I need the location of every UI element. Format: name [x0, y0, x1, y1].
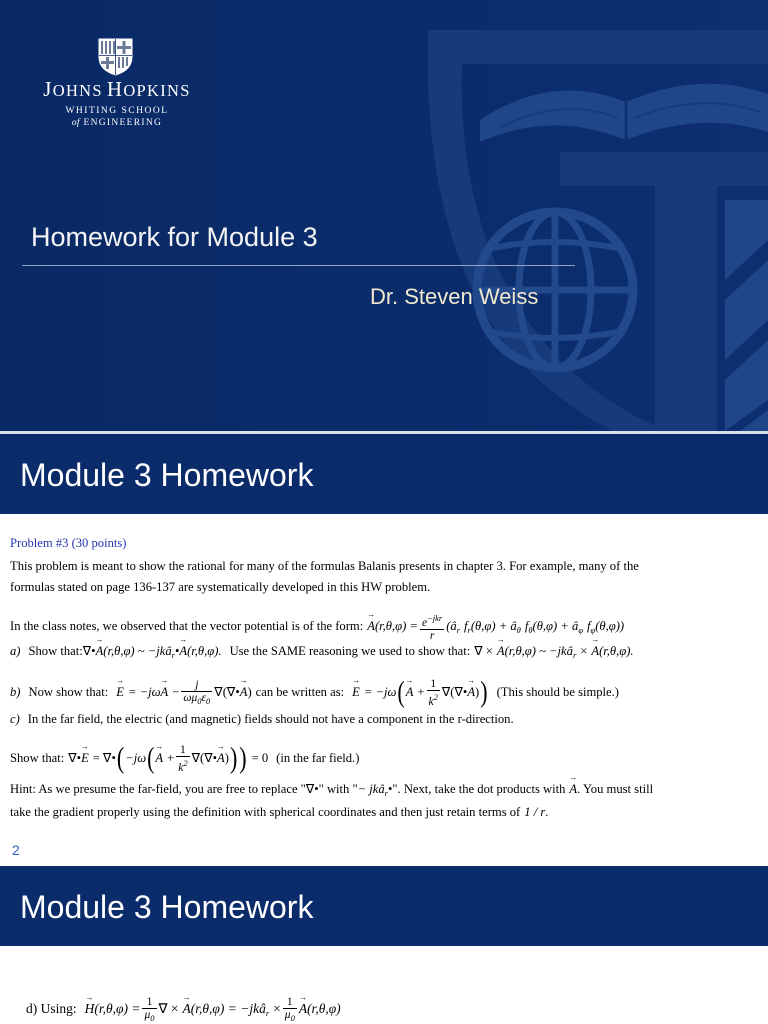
close-paren: ) [224, 750, 229, 765]
big-paren-open: ( [397, 674, 405, 709]
fraction-numerator: 1 [430, 678, 437, 690]
divergence-operator: ∇• [68, 750, 82, 765]
part-b-label: b) [10, 684, 21, 699]
subscript: r [467, 624, 471, 635]
superscript: 2 [433, 692, 438, 702]
text-run: Use the SAME reasoning we used to show that: [229, 644, 471, 658]
plus-operator: + [417, 684, 425, 699]
curl-operator: ∇ × [474, 644, 493, 658]
fraction-denominator [142, 1008, 156, 1024]
math-text: f [587, 618, 591, 633]
big-paren-open: ( [116, 740, 125, 775]
slide-title: Homework for Module 3 [31, 222, 318, 252]
math-text: (r,θ,φ) = [374, 618, 418, 633]
jhu-shield-logo [97, 36, 134, 76]
close-paren: ) [247, 684, 252, 699]
text-run: . [545, 805, 549, 819]
fraction [181, 679, 212, 707]
math-text: (θ,φ) + â [470, 618, 517, 633]
math-text: (r,θ,φ) ~ −jkâ [103, 644, 172, 658]
subscript: 0 [197, 696, 202, 706]
math-text: f [524, 618, 529, 633]
hint-line [10, 781, 653, 801]
math-text: (r,θ,φ) ~ −jkâ [504, 644, 573, 658]
watermark-book [480, 84, 768, 142]
fraction-denominator [181, 691, 212, 707]
text-run: Hint: As we presume the far-field, you are free to replace "∇•" with " [10, 782, 358, 796]
fraction-numerator: 1 [146, 996, 153, 1008]
slide-2-header-band [0, 434, 768, 514]
title-divider [22, 265, 575, 266]
show-that-line [10, 740, 360, 775]
text-run: Show that: [10, 750, 65, 765]
author-name: Dr. Steven Weiss [370, 284, 539, 309]
subscript: θ [516, 624, 521, 635]
intro-line-2: formulas stated on page 136-137 are systematically developed in this HW problem. [10, 580, 431, 594]
jhu-wordmark [28, 78, 206, 129]
school-name: WHITING SCHOOL [65, 106, 169, 116]
fraction-numerator: j [195, 679, 199, 691]
part-c-label: c) [10, 712, 20, 726]
fraction [420, 612, 444, 642]
hint-continuation-line [10, 804, 548, 820]
fraction [176, 744, 189, 774]
fraction-numerator: 1 [286, 996, 293, 1008]
vector-a-symbol: A → [406, 684, 414, 700]
divergence-operator: ∇• [82, 644, 96, 658]
vector-a-symbol: A → [367, 618, 375, 634]
part-c-line [10, 711, 514, 727]
vector-a-symbol: A → [591, 643, 599, 659]
math-text: (r,θ,φ). [599, 644, 634, 658]
potential-lead-text: In the class notes, we observed that the vector potential is of the form: [10, 618, 364, 633]
part-b-line [10, 674, 619, 709]
gradient-divergence: ∇(∇• [214, 684, 240, 699]
subscript: r [265, 1008, 270, 1019]
math-text: = 0 [251, 750, 269, 765]
subscript: 0 [150, 1013, 155, 1023]
math-text: = −jω [127, 684, 161, 699]
fraction-denominator [176, 756, 189, 774]
math-text: k [428, 696, 434, 708]
subscript: φ [578, 624, 584, 635]
subscript: r [456, 624, 461, 635]
subscript: r [384, 788, 388, 798]
math-text: e [421, 617, 428, 629]
math-text: (r,θ,φ) [307, 1001, 341, 1017]
curl-operator: ∇ × [158, 1001, 179, 1017]
vector-a-symbol: A → [217, 750, 225, 766]
text-run: take the gradient properly using the definition with spherical coordinates and then just retain terms of [10, 805, 521, 819]
part-d-line [26, 996, 341, 1024]
math-text: ε [201, 692, 207, 704]
school-subtitle [28, 117, 206, 129]
text-run: . You must still [577, 782, 654, 796]
text-run: Now show that: [28, 684, 109, 699]
fraction [283, 996, 297, 1024]
school-subtitle-engineering: ENGINEERING [83, 118, 163, 128]
fraction-denominator [283, 1008, 297, 1024]
subscript: r [572, 650, 577, 660]
part-a-line [10, 643, 634, 663]
slide-3-header-band [0, 866, 768, 946]
vector-h-symbol: H → [85, 1001, 95, 1017]
fraction-denominator: r [420, 629, 444, 642]
vector-a-symbol: A → [96, 643, 104, 659]
watermark-flag-pattern [725, 200, 768, 431]
math-text: (θ,φ) + â [532, 618, 579, 633]
intro-line-1: This problem is meant to show the rational for many of the formulas Balanis presents in chapter 3. For example, many of the [10, 559, 639, 573]
vector-a-symbol: A → [569, 781, 577, 797]
part-d-label: d) Using: [26, 1001, 77, 1017]
text-run: can be written as: [255, 684, 345, 699]
vector-a-symbol: A → [155, 750, 163, 766]
minus-operator: − [172, 684, 180, 699]
vector-e-symbol: E → [81, 750, 89, 766]
text-run: Show that: [28, 644, 83, 658]
superscript: 2 [183, 758, 188, 768]
university-name [28, 78, 206, 103]
university-name-last: HOPKINS [106, 77, 191, 101]
vector-a-symbol: A → [299, 1001, 307, 1017]
close-paren: ) [475, 684, 480, 699]
subscript: 0 [206, 696, 211, 706]
math-text: (r,θ,φ) = [94, 1001, 141, 1017]
math-text: (θ,φ)) [595, 618, 625, 633]
math-text: = ∇• [92, 750, 116, 765]
problem-heading: Problem #3 (30 points) [10, 536, 127, 550]
fraction-numerator [420, 612, 444, 629]
text-run: (in the far field.) [276, 750, 360, 765]
vector-a-symbol: A → [183, 1001, 191, 1017]
slide-2-header: Module 3 Homework [20, 457, 314, 493]
math-text: (â [446, 618, 457, 633]
vector-e-symbol: E → [116, 684, 124, 700]
cross-operator: × [580, 644, 588, 658]
math-text: f [464, 618, 468, 633]
superscript: −jkr [427, 613, 443, 623]
vector-a-symbol: A → [467, 684, 475, 700]
math-text: μ [144, 1009, 151, 1021]
vector-a-symbol: A → [240, 684, 248, 700]
vector-a-symbol: A → [497, 643, 505, 659]
big-paren-close: ) [229, 740, 238, 775]
slide-3-header: Module 3 Homework [20, 889, 314, 925]
math-text: (r,θ,φ) = −jkâ [190, 1001, 266, 1017]
part-a-label: a) [10, 644, 21, 658]
fraction-numerator: 1 [180, 744, 186, 756]
subscript: 0 [290, 1013, 295, 1023]
subscript: φ [590, 624, 596, 635]
fraction-denominator [427, 690, 440, 708]
math-text: k [178, 762, 184, 774]
big-paren-close: ) [239, 740, 247, 775]
math-text: − jkâ [357, 782, 385, 796]
page-number: 2 [12, 842, 20, 858]
dot-operator: • [174, 644, 180, 658]
gradient-divergence: ∇(∇• [441, 684, 468, 699]
plus-operator: + [167, 750, 175, 765]
math-text: μ [284, 1009, 291, 1021]
fraction [427, 678, 440, 708]
big-paren-open: ( [147, 740, 155, 775]
big-paren-close: ) [480, 674, 488, 709]
math-text: 1 / r [524, 805, 546, 819]
vector-e-symbol: E → [352, 684, 360, 700]
gradient-divergence: ∇(∇• [191, 750, 218, 765]
vector-a-symbol: A → [179, 643, 187, 659]
math-text: (r,θ,φ). [187, 644, 222, 658]
school-subtitle-of: of [71, 118, 80, 128]
university-name-first: JOHNS [43, 77, 103, 101]
fraction [142, 996, 156, 1024]
text-run: In the far field, the electric (and magnetic) fields should not have a component in the r-direction. [27, 712, 514, 726]
math-text: −jω [125, 750, 147, 765]
text-run: •". Next, take the dot products with [387, 782, 566, 796]
vector-a-symbol: A → [161, 684, 169, 700]
math-text: ωμ [183, 692, 198, 704]
text-run: (This should be simple.) [496, 684, 619, 699]
math-text: = −jω [363, 684, 397, 699]
cross-operator: × [273, 1001, 281, 1017]
subscript: θ [528, 624, 533, 635]
title-slide [0, 0, 768, 431]
subscript: r [171, 650, 175, 660]
